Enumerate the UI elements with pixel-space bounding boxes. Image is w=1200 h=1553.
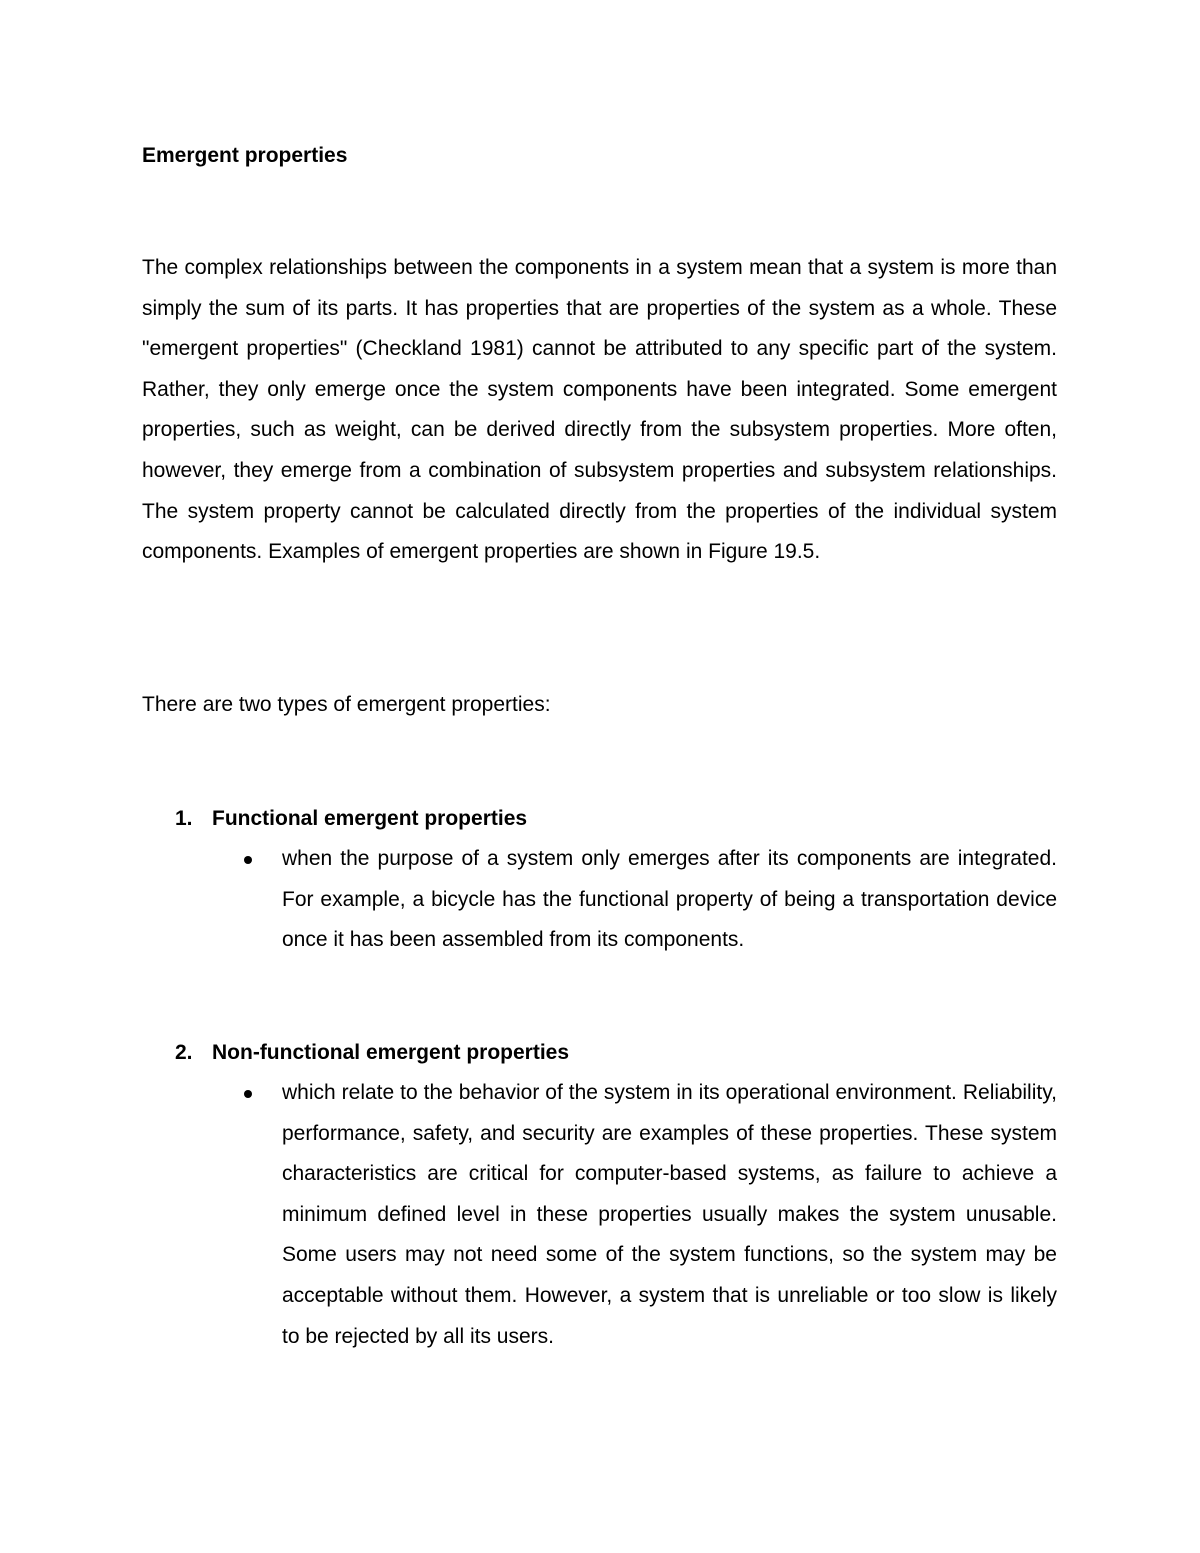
list-item-heading-text: Functional emergent properties <box>212 807 528 830</box>
list-item-heading-non-functional <box>175 1040 569 1066</box>
bullet-icon <box>244 856 252 864</box>
list-item-heading-text: Non-functional emergent properties <box>212 1041 570 1064</box>
types-intro-paragraph: There are two types of emergent properties: <box>142 693 551 716</box>
list-item-number: 1. <box>175 807 193 830</box>
list-item-number: 2. <box>175 1041 193 1064</box>
list-item-heading-functional <box>175 806 527 832</box>
intro-paragraph: The complex relationships between the components in a system mean that a system is more than simply the sum of its parts. It has properties that are properties of the system as a whole. These "emergent properties" (Checkland 1981) cannot be attributed to any specific part of the system. Rather, they only emerge once the system components have been integrated. Some emergent properties, such as weight, can be derived directly from the subsystem properties. More often, however, they emerge from a combination of subsystem properties and subsystem relationships. The system property cannot be calculated directly from the properties of the individual system components. Examples of emergent properties are shown in Figure 19.5. <box>142 256 1057 564</box>
bullet-text-functional: when the purpose of a system only emerges after its components are integrated. For example, a bicycle has the functional property of being a transportation device once it has been assembled from its components. <box>282 847 1057 952</box>
bullet-text-non-functional: which relate to the behavior of the system in its operational environment. Reliability, performance, safety, and security are examples of these properties. These system characteristics are critical for computer-based systems, as failure to achieve a minimum defined level in these properties usually makes the system unusable. Some users may not need some of the system functions, so the system may be acceptable without them. However, a system that is unreliable or too slow is likely to be rejected by all its users. <box>282 1081 1057 1348</box>
page-title: Emergent properties <box>142 144 348 167</box>
bullet-icon <box>244 1090 252 1098</box>
